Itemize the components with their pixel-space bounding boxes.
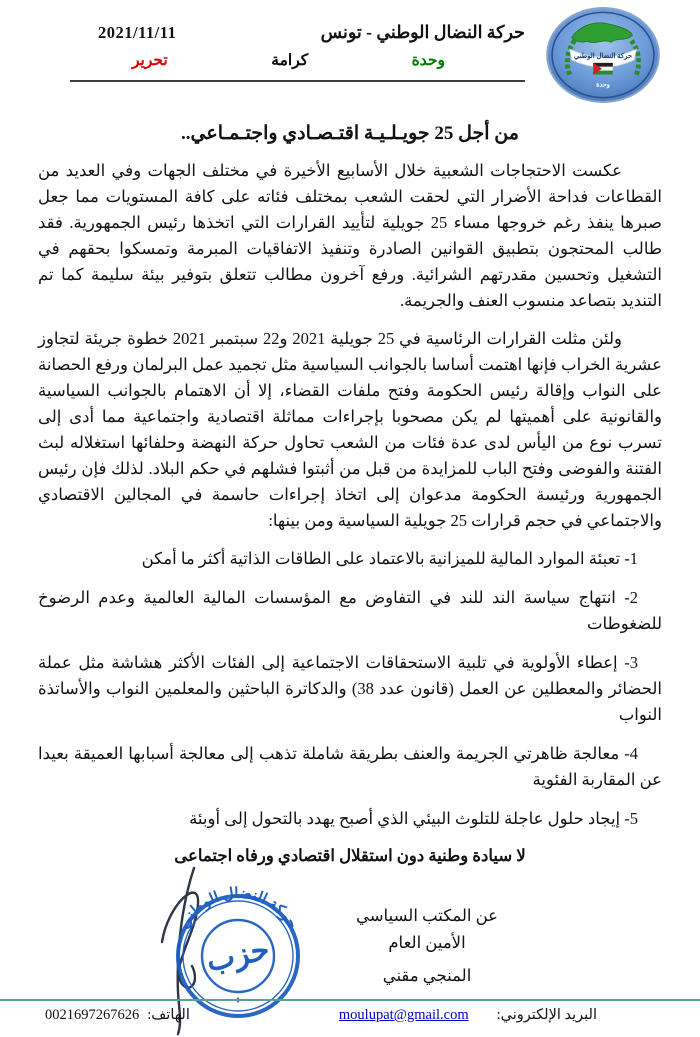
phone-label: الهاتف: <box>147 1007 190 1023</box>
email-label: البريد الإلكتروني: <box>496 1007 597 1023</box>
stamp-ring-text: حركة النضال الوطني <box>175 885 301 932</box>
list-item-3: 3- إعطاء الأولوية في تلبية الاستحقاقات الاجتماعية إلى الفئات الأكثر هشاشة مثل عملة الحضائر والمعطلين عن العمل (قانون عدد 38) والدكاترة الباحثين والمعلمين النواب والأساتذة النواب <box>38 653 663 724</box>
logo-flag-icon <box>593 63 613 75</box>
phone-group <box>45 1007 190 1024</box>
slogan-word-liberation: تحرير <box>132 52 168 69</box>
document-title: من أجل 25 جويـلـيـة اقتـصـادي واجتـمـاعي.. <box>181 123 519 144</box>
org-name: حركة النضال الوطني - تونس <box>320 22 525 42</box>
document-date: 2021/11/11 <box>98 23 177 42</box>
list-item-1: 1- تعبئة الموارد المالية للميزانية بالاعتماد على الطاقات الذاتية أكثر ما أمكن <box>141 549 638 568</box>
logo-band-text: حركة النضال الوطني <box>573 52 633 60</box>
list-item-5: 5- إيجاد حلول عاجلة للتلوث البيئي الذي أصبح يهدد بالتحول إلى أوبئة <box>189 809 638 828</box>
party-logo-icon <box>544 6 662 104</box>
paragraph-2: ولئن مثلت القرارات الرئاسية في 25 جويلية 2021 و22 سبتمبر 2021 خطوة جريئة لتجاوز عشرية الخراب فإنها اهتمت أساسا بالجوانب السياسية مثل تجميد عمل البرلمان ورفع الحصانة على النواب وإقالة رئيس الحكومة وفتح ملفات القضاء، إلا أن الاهتمام بالجوانب السياسية والقانونية على أهميتها لم يكن مصحوبا بإجراءات مماثلة اقتصادية واجتماعية مما أدى إلى تسرب نوع من اليأس لدى عدة فئات من الشعب تحاول حركة النهضة وحلفائها استغلاله لبث الفتنة والفوضى وفتح الباب للمزايدة من قبل من أثبتوا فشلهم في حكم البلاد. لذلك فإن رئيس الجمهورية ورئيسة الحكومة مدعوان إلى اتخاذ إجراءات حاسمة في المجالين الاقتصادي والاجتماعي في حجم قرارات 25 جويلية السياسية ومن بينها: <box>38 329 662 530</box>
signature-role: الأمين العام <box>388 933 466 952</box>
closing-statement: لا سيادة وطنية دون استقلال اقتصادي ورفاه اجتماعى <box>174 846 526 865</box>
signature-on-behalf: عن المكتب السياسي <box>355 906 498 925</box>
phone-number: 0021697267626 <box>45 1007 140 1023</box>
email-link[interactable]: moulupat@gmail.com <box>338 1007 469 1023</box>
document-body <box>0 145 700 832</box>
header-text-block <box>70 22 525 82</box>
list-item-4: 4- معالجة ظاهرتي الجريمة والعنف بطريقة شاملة تذهب إلى معالجة أسبابها العميقة بعيدا عن المقاربة الفئوية <box>38 744 662 789</box>
slogan-word-dignity: كرامة <box>271 52 309 69</box>
org-line <box>70 22 525 43</box>
email-group <box>339 1007 597 1024</box>
signature-name: المنجي مقني <box>382 966 472 985</box>
signature-text-block <box>322 906 532 986</box>
logo-small-text: وحدة <box>596 81 610 89</box>
stamp-ornament: ✦ <box>233 995 243 1007</box>
slogan-line <box>70 43 525 70</box>
party-logo-svg <box>544 6 662 104</box>
list-item-2: 2- انتهاج سياسة الند للند في التفاوض مع المؤسسات المالية العالمية وعدم الرضوخ للضغوطات <box>38 588 662 633</box>
footer <box>0 999 700 1037</box>
letterhead <box>0 0 700 108</box>
stamp-center-text: حزب <box>203 932 273 979</box>
paragraph-1: عكست الاحتجاجات الشعبية خلال الأسابيع الأخيرة في مختلف الجهات وفي العديد من القطاعات فداحة الأضرار التي لحقت الشعب بمختلف فئاته على كافة المستويات مما جعل صبرها ينفذ رغم خروجها مساء 25 جويلية لتأييد القرارات التي اتخذها رئيس الجمهورية. فقد طالب المحتجون بتطبيق القوانين الصادرة وتنفيذ الاتفاقيات المبرمة وتمسكوا بحقهم في التشغيل وتحسين مقدرتهم الشرائية. ورفع آخرون مطالب تتعلق بتوفير بيئة سليمة كما تم التنديد بتصاعد منسوب العنف والجريمة. <box>38 161 662 310</box>
slogan-word-unity: وحدة <box>411 52 445 69</box>
